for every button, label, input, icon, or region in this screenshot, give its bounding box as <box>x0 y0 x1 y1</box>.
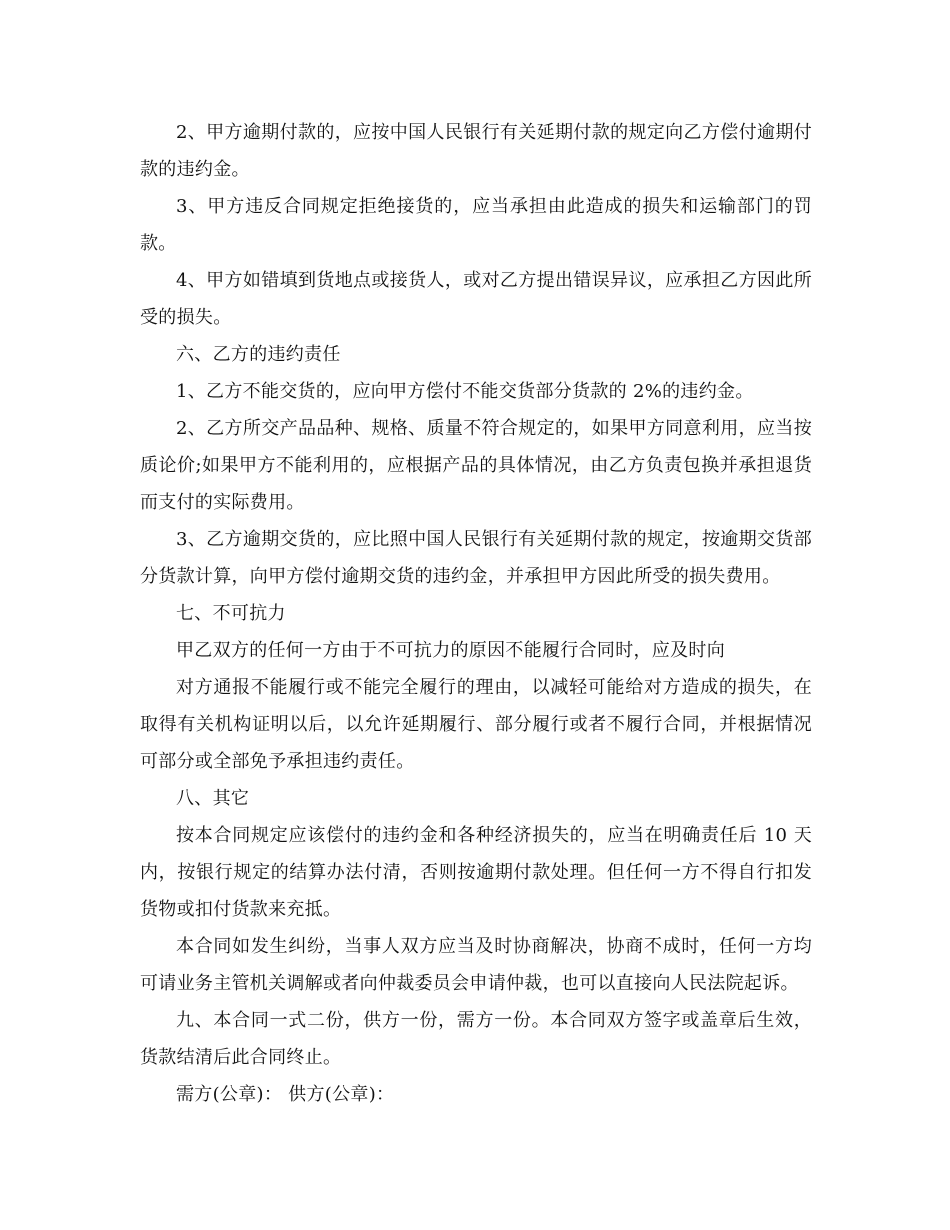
clause-7-line-1: 甲乙双方的任何一方由于不可抗力的原因不能履行合同时，应及时向 <box>176 640 725 661</box>
signature-line: 需方(公章)： 供方(公章)： <box>176 1084 395 1105</box>
clause-5-3: 3、甲方违反合同规定拒绝接货的，应当承担由此造成的损失和运输部门的罚款。 <box>140 196 812 254</box>
document-body <box>140 114 812 1113</box>
clause-6-3: 3、乙方逾期交货的，应比照中国人民银行有关延期付款的规定，按逾期交货部分货款计算，向甲方偿付逾期交货的违约金，并承担甲方因此所受的损失费用。 <box>140 529 812 587</box>
clause-8-2: 本合同如发生纠纷，当事人双方应当及时协商解决，协商不成时，任何一方均可请业务主管机关调解或者向仲裁委员会申请仲裁，也可以直接向人民法院起诉。 <box>140 936 812 994</box>
section-heading-7: 七、不可抗力 <box>176 603 286 624</box>
clause-6-1: 1、乙方不能交货的，应向甲方偿付不能交货部分货款的 2%的违约金。 <box>176 381 754 402</box>
section-heading-6: 六、乙方的违约责任 <box>176 344 341 365</box>
clause-7-line-2: 对方通报不能履行或不能完全履行的理由，以减轻可能给对方造成的损失，在取得有关机构证明以后，以允许延期履行、部分履行或者不履行合同，并根据情况可部分或全部免予承担违约责任。 <box>140 677 812 772</box>
clause-8-1: 按本合同规定应该偿付的违约金和各种经济损失的，应当在明确责任后 10 天内，按银行规定的结算办法付清，否则按逾期付款处理。但任何一方不得自行扣发货物或扣付货款来充抵。 <box>140 825 812 920</box>
clause-5-2: 2、甲方逾期付款的，应按中国人民银行有关延期付款的规定向乙方偿付逾期付款的违约金。 <box>140 122 812 180</box>
section-heading-8: 八、其它 <box>176 788 250 809</box>
clause-6-2: 2、乙方所交产品品种、规格、质量不符合规定的，如果甲方同意利用，应当按质论价;如果甲方不能利用的，应根据产品的具体情况，由乙方负责包换并承担退货而支付的实际费用。 <box>140 418 812 513</box>
clause-5-4: 4、甲方如错填到货地点或接货人，或对乙方提出错误异议，应承担乙方因此所受的损失。 <box>140 270 812 328</box>
clause-9: 九、本合同一式二份，供方一份，需方一份。本合同双方签字或盖章后生效，货款结清后此合同终止。 <box>140 1010 812 1068</box>
